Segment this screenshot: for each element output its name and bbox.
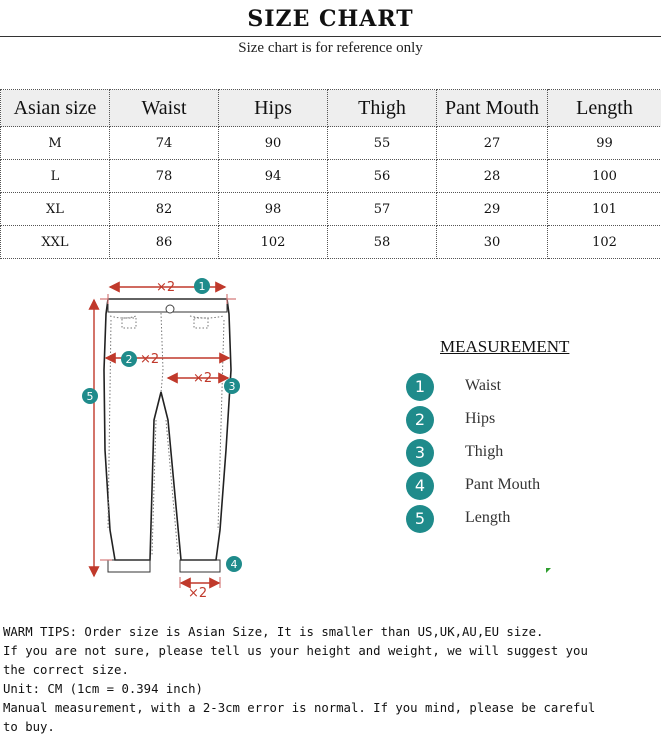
- number-1-icon: 1: [406, 373, 434, 401]
- tips-line: to buy.: [3, 720, 55, 734]
- measurement-title: MEASUREMENT: [440, 337, 570, 356]
- hips-multiplier-label: ×2: [140, 352, 160, 367]
- table-row: [1, 160, 661, 193]
- table-cell: 98: [219, 193, 328, 226]
- tips-line: Unit: CM (1cm = 0.394 inch): [3, 682, 203, 696]
- table-cell: 86: [110, 226, 219, 259]
- table-row: [1, 193, 661, 226]
- warm-tips: [3, 623, 659, 737]
- diagram-marker-label: 3: [228, 380, 236, 393]
- diagram-marker-3: [224, 378, 240, 394]
- column-header-length: Length: [548, 90, 661, 127]
- table-cell: 99: [548, 127, 661, 160]
- table-cell: 57: [328, 193, 437, 226]
- table-cell: 78: [110, 160, 219, 193]
- measurement-label: Thigh: [465, 443, 504, 460]
- table-cell: 90: [219, 127, 328, 160]
- table-row: [1, 127, 661, 160]
- diagram-marker-4: [226, 556, 242, 572]
- table-row: [1, 226, 661, 259]
- number-5-icon: 5: [406, 505, 434, 533]
- diagram-marker-5: [82, 388, 98, 404]
- diagram-marker-label: 2: [125, 353, 133, 366]
- table-cell: 74: [110, 127, 219, 160]
- tips-line: the correct size.: [3, 663, 129, 677]
- table-cell: 58: [328, 226, 437, 259]
- tips-line: If you are not sure, please tell us your height and weight, we will suggest you: [3, 644, 588, 658]
- table-cell: 27: [437, 127, 548, 160]
- small-green-mark-icon: [545, 567, 553, 575]
- table-cell: 55: [328, 127, 437, 160]
- waist-multiplier-label: ×2: [156, 280, 176, 295]
- table-cell: 102: [548, 226, 661, 259]
- measurement-label: Hips: [465, 410, 496, 427]
- table-cell: L: [1, 160, 110, 193]
- size-table: [0, 89, 661, 259]
- diagram-marker-2: [121, 351, 137, 367]
- column-header-hips: Hips: [219, 90, 328, 127]
- diagram-marker-label: 1: [198, 280, 206, 293]
- number-3-icon: 3: [406, 439, 434, 467]
- column-header-pant-mouth: Pant Mouth: [437, 90, 548, 127]
- diagram-marker-1: [194, 278, 210, 294]
- pants-diagram: [70, 270, 260, 606]
- table-cell: M: [1, 127, 110, 160]
- pant-mouth-multiplier-label: ×2: [188, 586, 208, 601]
- table-cell: 28: [437, 160, 548, 193]
- table-cell: 82: [110, 193, 219, 226]
- column-header-waist: Waist: [110, 90, 219, 127]
- number-2-icon: 2: [406, 406, 434, 434]
- number-4-icon: 4: [406, 472, 434, 500]
- tips-line: WARM TIPS: Order size is Asian Size, It is smaller than US,UK,AU,EU size.: [3, 625, 544, 639]
- diagram-marker-label: 4: [230, 558, 238, 571]
- table-cell: 29: [437, 193, 548, 226]
- tips-line: Manual measurement, with a 2-3cm error is normal. If you mind, please be careful: [3, 701, 596, 715]
- table-header-row: [1, 90, 661, 127]
- table-cell: 101: [548, 193, 661, 226]
- column-header-asian-size: Asian size: [1, 90, 110, 127]
- measurement-label: Pant Mouth: [465, 476, 541, 493]
- table-cell: 102: [219, 226, 328, 259]
- table-cell: 94: [219, 160, 328, 193]
- pants-outline: [104, 299, 231, 560]
- title-divider: [0, 36, 661, 37]
- thigh-multiplier-label: ×2: [193, 371, 213, 386]
- table-cell: XL: [1, 193, 110, 226]
- measurement-label: Waist: [465, 377, 502, 394]
- diagram-marker-label: 5: [86, 390, 94, 403]
- table-cell: 30: [437, 226, 548, 259]
- page-title: SIZE CHART: [247, 6, 414, 32]
- page-subtitle: Size chart is for reference only: [238, 40, 423, 56]
- column-header-thigh: Thigh: [328, 90, 437, 127]
- measurement-label: Length: [465, 509, 511, 526]
- table-cell: XXL: [1, 226, 110, 259]
- table-cell: 56: [328, 160, 437, 193]
- table-cell: 100: [548, 160, 661, 193]
